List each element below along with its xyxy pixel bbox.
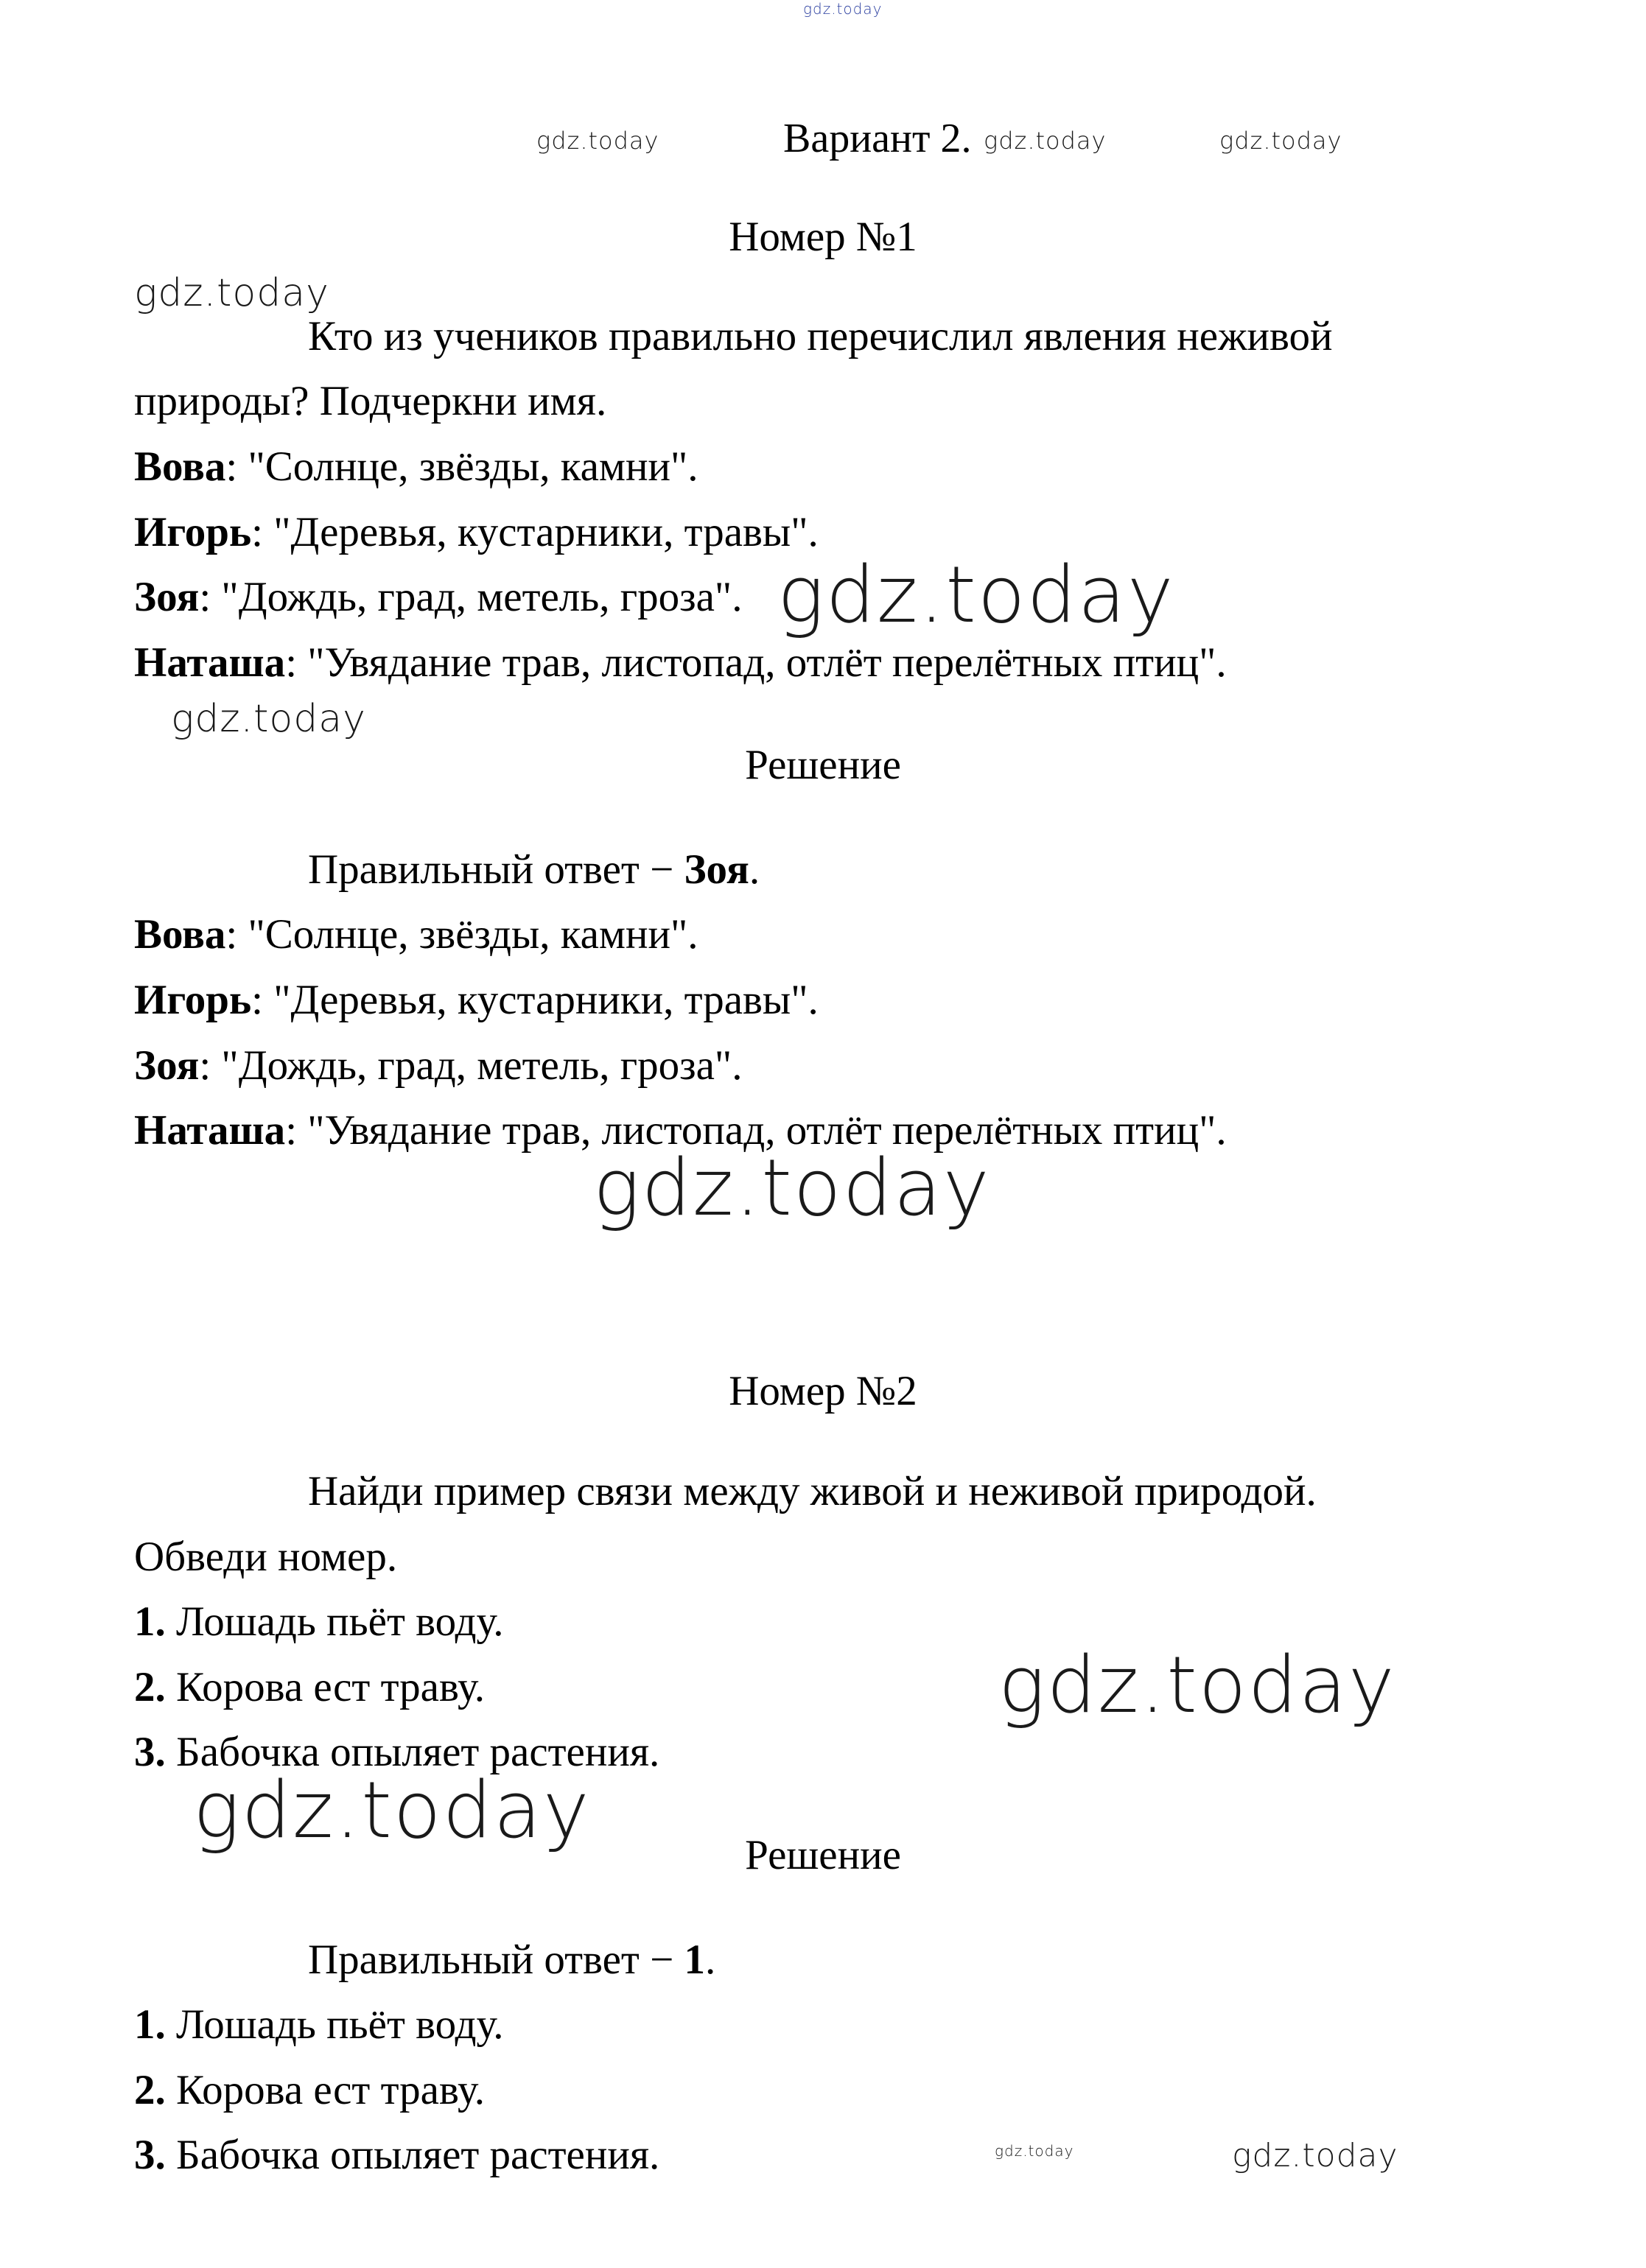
task2-correct-answer [308,1939,715,1981]
task1-solution-answer-zoya [134,1042,743,1089]
option-number: 1. [134,2001,166,2048]
correct-value: Зоя [684,846,749,893]
answer-name: Наташа [134,1107,286,1154]
answer-name: Игорь [134,977,252,1023]
option-number: 1. [134,1598,166,1645]
task1-solution-answer-igor [134,979,819,1021]
task2-heading: Номер №2 [729,1368,917,1414]
answer-text: : "Увядание трав, листопад, отлёт перелётных птиц". [285,1107,1227,1154]
answer-name: Наташа [134,639,286,686]
correct-suffix: . [749,846,760,893]
answer-name: Игорь [134,509,252,555]
task2-solution-option-1 [134,2001,504,2048]
watermark: gdz.today [536,127,659,155]
task1-question-line2: природы? Подчеркни имя. [134,378,607,424]
answer-text: : "Увядание трав, листопад, отлёт перелётных птиц". [285,639,1227,686]
correct-suffix: . [704,1937,716,1983]
answer-text: : "Деревья, кустарники, травы". [251,977,819,1023]
watermark: gdz.today [1232,2137,1398,2174]
watermark: gdz.today [777,550,1175,640]
task2-option-1 [134,1598,504,1645]
task2-question-line1: Найди пример связи между живой и неживой природой. [308,1468,1317,1514]
task1-answer-igor [134,511,819,553]
option-number: 2. [134,1664,166,1710]
answer-name: Вова [134,443,226,490]
task1-answer-zoya [134,576,742,618]
watermark: gdz.today [171,697,366,741]
task2-solution-heading: Решение [745,1832,901,1878]
task1-answer-natasha [134,639,1227,686]
option-text: Лошадь пьёт воду. [165,2001,504,2048]
watermark: gdz.today [1219,127,1342,155]
answer-text: : "Солнце, звёзды, камни". [225,443,698,490]
task2-option-2 [134,1666,485,1708]
option-text: Корова ест траву. [165,1664,485,1710]
watermark: gdz.today [998,1640,1396,1730]
option-number: 2. [134,2067,166,2113]
watermark: gdz.today [593,1142,991,1233]
watermark: gdz.today [995,2142,1074,2160]
watermark: gdz.today [134,271,329,315]
answer-text: : "Дождь, град, метель, гроза". [199,1042,743,1089]
task1-question-line1: Кто из учеников правильно перечислил явления неживой [308,313,1333,359]
answer-name: Зоя [134,1042,200,1089]
answer-name: Вова [134,911,226,958]
option-text: Корова ест траву. [165,2067,485,2113]
task2-solution-option-3 [134,2134,659,2176]
task2-option-3 [134,1731,659,1773]
task1-solution-answer-vova [134,911,698,958]
answer-text: : "Дождь, град, метель, гроза". [199,574,743,620]
task1-solution-answer-natasha [134,1107,1227,1154]
watermark: gdz.today [803,0,883,18]
answer-text: : "Деревья, кустарники, травы". [251,509,819,555]
page-title: Вариант 2. [783,116,972,161]
option-text: Бабочка опыляет растения. [165,2132,660,2178]
option-number: 3. [134,1729,166,1775]
option-text: Бабочка опыляет растения. [165,1729,660,1775]
watermark: gdz.today [193,1765,591,1856]
task2-question-line2: Обведи номер. [134,1534,398,1580]
task1-correct-answer [308,846,760,893]
task2-solution-option-2 [134,2069,485,2111]
option-text: Лошадь пьёт воду. [165,1598,504,1645]
correct-value: 1 [684,1937,705,1983]
task1-solution-heading: Решение [745,742,901,788]
answer-text: : "Солнце, звёзды, камни". [225,911,698,958]
correct-prefix: Правильный ответ − [308,1937,684,1983]
option-number: 3. [134,2132,166,2178]
watermark: gdz.today [984,127,1107,155]
answer-name: Зоя [134,574,200,620]
correct-prefix: Правильный ответ − [308,846,684,893]
task1-answer-vova [134,443,698,490]
task1-heading: Номер №1 [729,214,917,260]
